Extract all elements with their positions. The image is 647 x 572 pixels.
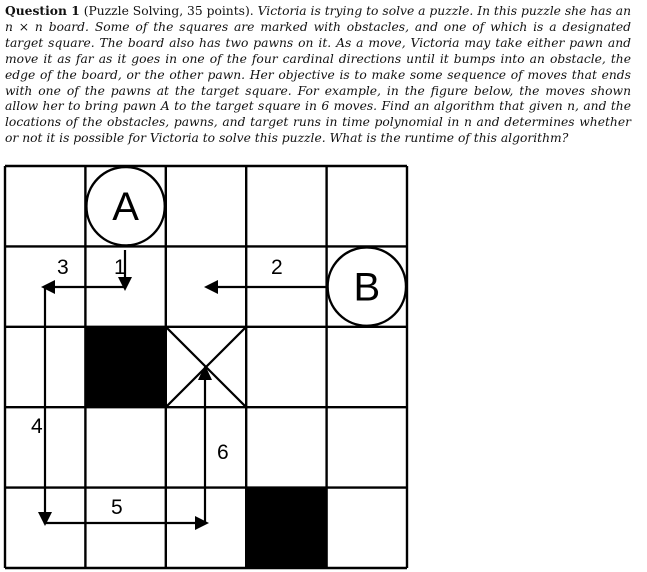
arrowhead-move-5 <box>195 516 209 530</box>
arrowhead-move-1 <box>118 277 132 291</box>
question-body: Victoria is trying to solve a puzzle. In this puzzle she has an n × n board. Some of the squares are marked with obstacles, and one of which is a designated target square. The board also has two pawns on it. As a move, Victoria may take either pawn and move it as far as it goes in one of the four cardinal directions until it bumps into an obstacle, the edge of the board, or the other pawn. Her objective is to make some sequence of moves that ends with one of the pawns at the target square. For example, in the figure below, the moves shown allow her to bring pawn A to the target square in 6 moves. Find an algorithm that given n, and the locations of the obstacles, pawns, and target runs in time polynomial in n and determines whether or not it is possible for Victoria to solve this puzzle. What is the runtime of this algorithm? <box>5 4 631 146</box>
move-label: 4 <box>31 415 43 438</box>
move-label: 1 <box>114 256 126 279</box>
arrowhead-move-3 <box>41 280 55 294</box>
question-label: Question 1 <box>5 3 80 18</box>
pawn-label: A <box>112 185 139 230</box>
obstacle-square <box>85 327 165 407</box>
move-label: 3 <box>57 256 69 279</box>
move-label: 5 <box>111 496 123 519</box>
move-label: 2 <box>271 256 283 279</box>
pawn-label: B <box>353 265 381 310</box>
move-label: 6 <box>217 441 229 464</box>
arrowhead-move-2 <box>204 280 218 294</box>
obstacle-square <box>246 488 326 568</box>
question-points: (Puzzle Solving, 35 points). <box>83 4 254 18</box>
